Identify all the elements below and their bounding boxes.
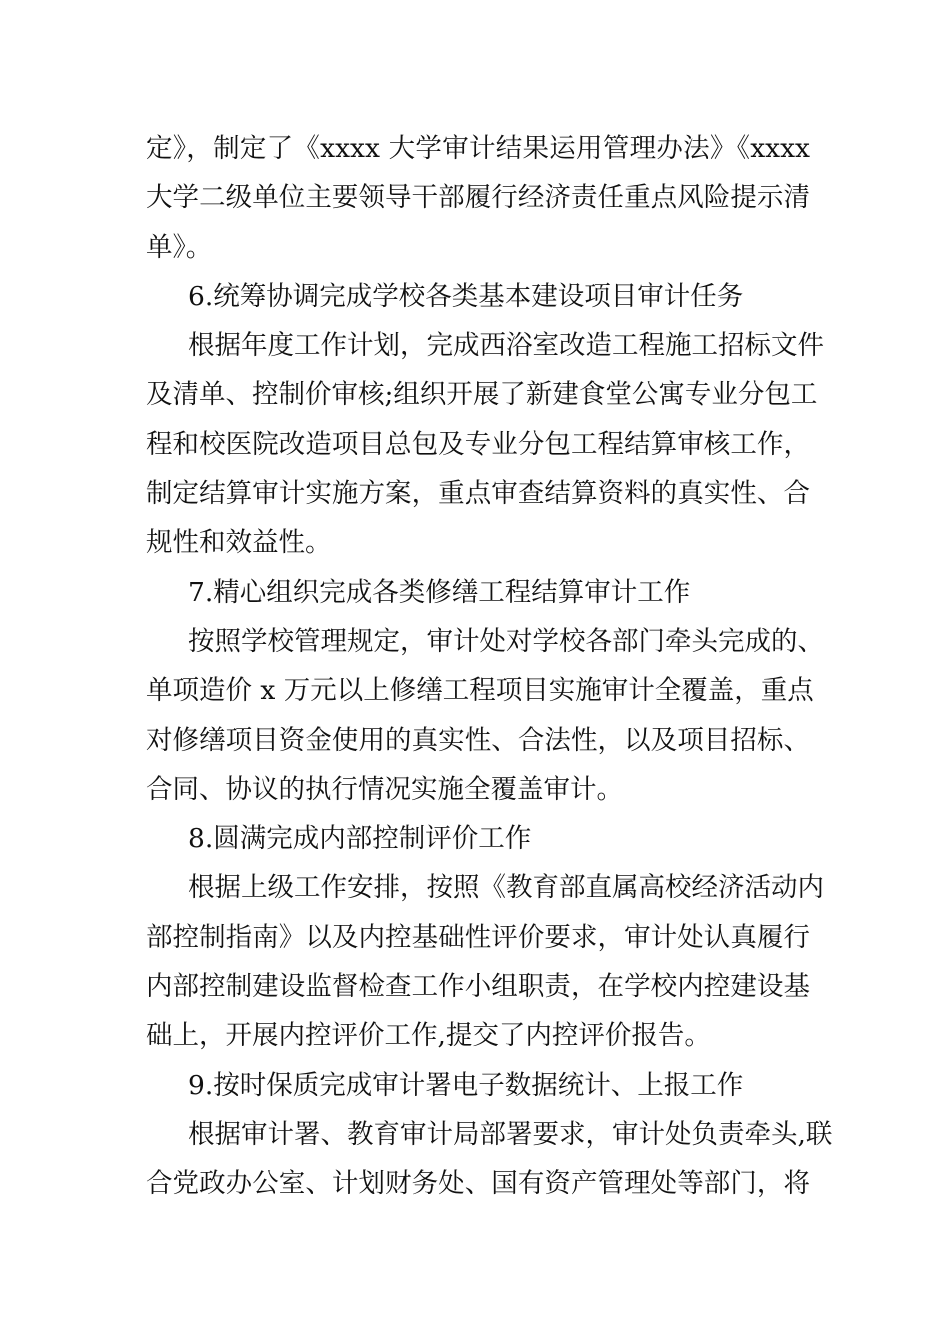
text-line: 内部控制建设监督检查工作小组职责，在学校内控建设基: [146, 971, 810, 1003]
text-line: 制定结算审计实施方案，重点审查结算资料的真实性、合: [146, 478, 810, 510]
text-line: 及清单、控制价审核;组织开展了新建食堂公寓专业分包工: [146, 379, 818, 411]
text-line: 部控制指南》以及内控基础性评价要求，审计处认真履行: [146, 921, 810, 953]
paragraph-8: [146, 863, 824, 1060]
section-heading-8: [146, 814, 810, 863]
paragraph-7: [146, 617, 824, 814]
text-line: 根据审计署、教育审计局部署要求，审计处负责牵头,联: [188, 1118, 833, 1150]
document-body: [146, 124, 833, 1209]
text-line: 合同、协议的执行情况实施全覆盖审计。: [146, 773, 623, 805]
text-line: 根据上级工作安排，按照《教育部直属高校经济活动内: [188, 872, 824, 904]
text-line: 规性和效益性。: [146, 527, 332, 559]
text-line: 大学二级单位主要领导干部履行经济责任重点风险提示清: [146, 182, 810, 214]
text-line: 单项造价 x 万元以上修缮工程项目实施审计全覆盖，重点: [146, 675, 814, 707]
text-line: 对修缮项目资金使用的真实性、合法性，以及项目招标、: [146, 724, 810, 756]
heading-text: 7.精心组织完成各类修缮工程结算审计工作: [188, 576, 691, 608]
heading-text: 9.按时保质完成审计署电子数据统计、上报工作: [188, 1069, 744, 1101]
heading-text: 8.圆满完成内部控制评价工作: [188, 823, 532, 855]
text-line: 础上，开展内控评价工作,提交了内控评价报告。: [146, 1020, 711, 1052]
section-heading-7: [146, 568, 810, 617]
text-line: 程和校医院改造项目总包及专业分包工程结算审核工作，: [146, 428, 810, 460]
paragraph-6: [146, 321, 824, 567]
section-heading-6: [146, 272, 810, 321]
paragraph-9: [146, 1110, 833, 1209]
text-line: 按照学校管理规定，审计处对学校各部门牵头完成的、: [188, 625, 824, 657]
text-line: 根据年度工作计划，完成西浴室改造工程施工招标文件: [188, 330, 824, 362]
text-line: 定》，制定了《xxxx 大学审计结果运用管理办法》《xxxx: [146, 133, 810, 164]
section-heading-9: [146, 1061, 810, 1110]
text-line: 合党政办公室、计划财务处、国有资产管理处等部门，将: [146, 1168, 810, 1200]
paragraph-intro-tail: [146, 124, 810, 272]
text-line: 单》。: [146, 231, 213, 263]
heading-text: 6.统筹协调完成学校各类基本建设项目审计任务: [188, 280, 744, 312]
